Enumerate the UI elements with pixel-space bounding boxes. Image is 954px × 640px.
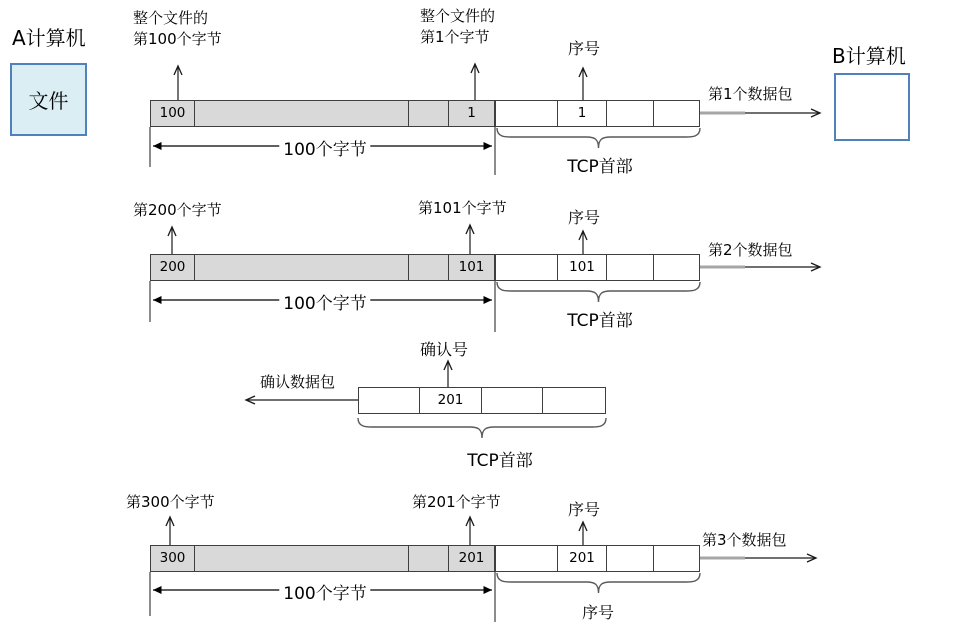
header-cell <box>482 388 543 413</box>
byte-pointer-label: 第200个字节 <box>133 201 222 219</box>
header-brace <box>497 573 700 593</box>
data-cell: 201 <box>449 546 494 571</box>
seq-pointer-label: 序号 <box>568 208 601 227</box>
header-cell <box>496 101 558 126</box>
measure-label: 100个字节 <box>279 135 370 160</box>
brace-label: TCP首部 <box>567 311 633 331</box>
header-cell: 1 <box>558 101 607 126</box>
data-cell <box>409 255 449 280</box>
byte-pointer-label: 第201个字节 <box>412 493 501 511</box>
data-cell: 1 <box>449 101 494 126</box>
header-brace <box>497 282 700 302</box>
header-brace <box>497 128 700 148</box>
seq-pointer-label: 序号 <box>568 39 601 58</box>
header-cell <box>654 255 699 280</box>
data-bar <box>150 545 495 572</box>
tcp-header-bar <box>495 100 700 127</box>
header-cell <box>496 546 558 571</box>
header-cell <box>654 101 699 126</box>
computer-b-title: B计算机 <box>832 44 906 68</box>
byte-pointer-label: 整个文件的 第1个字节 <box>420 7 496 46</box>
data-cell <box>409 546 449 571</box>
tcp-header-bar <box>358 387 606 414</box>
file-box <box>10 63 87 136</box>
data-cell: 200 <box>151 255 195 280</box>
data-cell: 300 <box>151 546 195 571</box>
header-cell <box>654 546 699 571</box>
brace-label: TCP首部 <box>567 157 633 177</box>
data-cell <box>195 255 409 280</box>
ack-pointer-label: 确认号 <box>420 340 469 359</box>
byte-pointer-label: 第101个字节 <box>418 199 507 217</box>
seq-pointer-label: 序号 <box>568 500 601 519</box>
data-cell: 101 <box>449 255 494 280</box>
data-cell: 100 <box>151 101 195 126</box>
header-cell <box>607 255 654 280</box>
packet-arrow-label: 第3个数据包 <box>702 531 787 549</box>
brace-label: 序号 <box>581 603 615 622</box>
header-cell <box>496 255 558 280</box>
tcp-header-bar <box>495 545 700 572</box>
header-brace <box>358 418 606 438</box>
data-cell <box>195 101 409 126</box>
header-cell <box>543 388 605 413</box>
computer-a-title: A计算机 <box>12 26 86 50</box>
header-cell <box>359 388 420 413</box>
computer-b-box <box>834 73 910 141</box>
header-cell: 201 <box>420 388 482 413</box>
byte-pointer-label: 第300个字节 <box>126 493 215 511</box>
data-cell <box>195 546 409 571</box>
brace-label: TCP首部 <box>467 451 533 471</box>
header-cell <box>607 546 654 571</box>
measure-label: 100个字节 <box>279 289 370 314</box>
header-cell <box>607 101 654 126</box>
file-box-label: 文件 <box>28 89 69 113</box>
tcp-header-bar <box>495 254 700 281</box>
data-bar <box>150 100 495 127</box>
data-bar <box>150 254 495 281</box>
data-cell <box>409 101 449 126</box>
packet-arrow-label: 第2个数据包 <box>708 241 793 259</box>
packet-arrow-label: 确认数据包 <box>260 373 336 391</box>
header-cell: 201 <box>558 546 607 571</box>
packet-arrow-label: 第1个数据包 <box>708 85 793 103</box>
measure-label: 100个字节 <box>279 579 370 604</box>
byte-pointer-label: 整个文件的 第100个字节 <box>133 9 222 48</box>
header-cell: 101 <box>558 255 607 280</box>
